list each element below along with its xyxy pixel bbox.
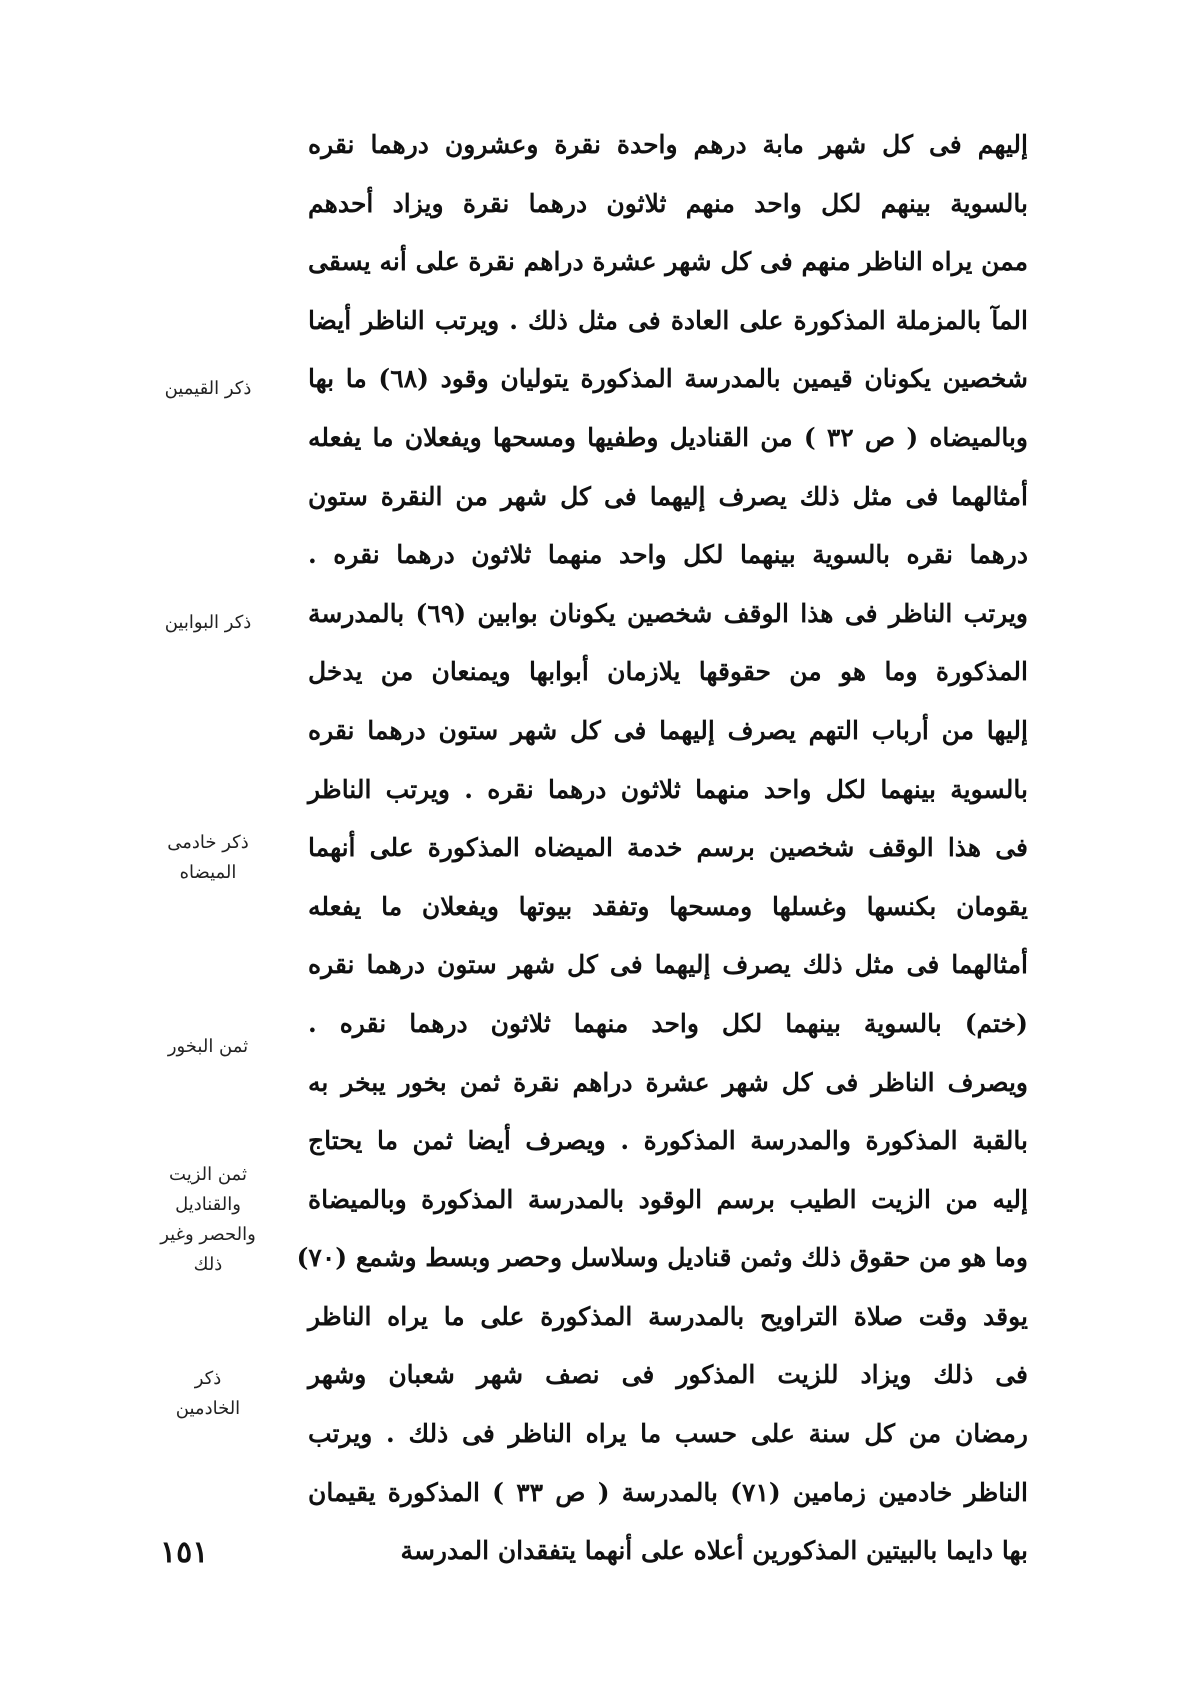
main-text-block (296, 116, 1028, 1581)
text-line: فى ذلك ويزاد للزيت المذكور فى نصف شهر شعبان وشهر (308, 1360, 1028, 1390)
margin-note-line: الخادمين (175, 1398, 241, 1419)
margin-note-line: ذكر القيمين (164, 378, 252, 399)
margin-note-bawwabin (138, 608, 278, 638)
margin-note-khadimin (138, 1364, 278, 1424)
margin-note-thaman-al-bakhur (138, 1032, 278, 1062)
margin-note-line: ذكر خادمى (167, 832, 249, 853)
margin-note-line: ذكر البوابين (164, 612, 252, 633)
text-line: بالسوية بينهما لكل واحد منهما ثلاثون درهما نقره . ويرتب الناظر (308, 774, 1028, 804)
text-line: فى هذا الوقف شخصين برسم خدمة الميضاه المذكورة على أنهما (308, 833, 1028, 863)
text-line: إليه من الزيت الطيب برسم الوقود بالمدرسة المذكورة وبالميضاة (308, 1184, 1028, 1214)
text-line: ويصرف الناظر فى كل شهر عشرة دراهم نقرة ثمن بخور يبخر به (308, 1067, 1028, 1097)
margin-note-line: الميضاه (179, 862, 237, 883)
margin-note-line: ذلك (193, 1254, 223, 1275)
margin-note-line: والقناديل (175, 1194, 241, 1215)
text-line: رمضان من كل سنة على حسب ما يراه الناظر فى ذلك . ويرتب (308, 1419, 1028, 1449)
text-line: بها دايما بالبيتين المذكورين أعلاه على أنهما يتفقدان المدرسة (400, 1536, 1028, 1566)
text-line: ويرتب الناظر فى هذا الوقف شخصين يكونان بوابين (٦٩) بالمدرسة (308, 598, 1028, 628)
margin-note-line: ذكر (194, 1368, 222, 1389)
text-line: يوقد وقت صلاة التراويح بالمدرسة المذكورة على ما يراه الناظر (308, 1301, 1028, 1331)
text-line: شخصين يكونان قيمين بالمدرسة المذكورة يتوليان وقود (٦٨) ما بها (308, 364, 1028, 394)
text-line: وبالميضاه ( ص ٣٢ ) من القناديل وطفيها ومسحها ويفعلان ما يفعله (308, 422, 1028, 452)
text-line: المذكورة وما هو من حقوقها يلازمان أبوابها ويمنعان من يدخل (308, 657, 1028, 687)
text-line: أمثالهما فى مثل ذلك يصرف إليهما فى كل شهر من النقرة ستون (308, 481, 1028, 511)
text-line: ممن يراه الناظر منهم فى كل شهر عشرة دراهم نقرة على أنه يسقى (308, 247, 1028, 277)
page-number: ١٥١ (160, 1535, 209, 1570)
margin-note-line: ثمن الزيت (169, 1164, 247, 1185)
text-line: إليها من أرباب التهم يصرف إليهما فى كل شهر ستون درهما نقره (308, 715, 1028, 745)
text-line: أمثالهما فى مثل ذلك يصرف إليهما فى كل شهر ستون درهما نقره (308, 950, 1028, 980)
text-line: درهما نقره بالسوية بينهما لكل واحد منهما ثلاثون درهما نقره . (308, 540, 1028, 570)
text-line: بالسوية بينهم لكل واحد منهم ثلاثون درهما نقرة ويزاد أحدهم (308, 188, 1028, 218)
margin-note-khadimay-al-midah (138, 828, 278, 888)
text-line: وما هو من حقوق ذلك وثمن قناديل وسلاسل وحصر وبسط وشمع (٧٠) (296, 1243, 1028, 1273)
margin-note-thaman-al-zayt (138, 1160, 278, 1280)
text-line: الناظر خادمين زمامين (٧١) بالمدرسة ( ص ٣٣ ) المذكورة يقيمان (308, 1477, 1028, 1507)
text-line: (ختم) بالسوية بينهما لكل واحد منهما ثلاثون درهما نقره . (308, 1008, 1028, 1038)
margin-note-line: ثمن البخور (167, 1036, 249, 1057)
margin-note-qayyimin (138, 374, 278, 404)
text-line: إليهم فى كل شهر مابة درهم واحدة نقرة وعشرون درهما نقره (308, 130, 1028, 159)
text-line: يقومان بكنسها وغسلها ومسحها وتفقد بيوتها ويفعلان ما يفعله (308, 891, 1028, 921)
text-line: بالقبة المذكورة والمدرسة المذكورة . ويصرف أيضا ثمن ما يحتاج (308, 1126, 1028, 1156)
text-line: المآ بالمزملة المذكورة على العادة فى مثل ذلك . ويرتب الناظر أيضا (308, 305, 1028, 335)
margin-note-line: والحصر وغير (160, 1224, 256, 1245)
